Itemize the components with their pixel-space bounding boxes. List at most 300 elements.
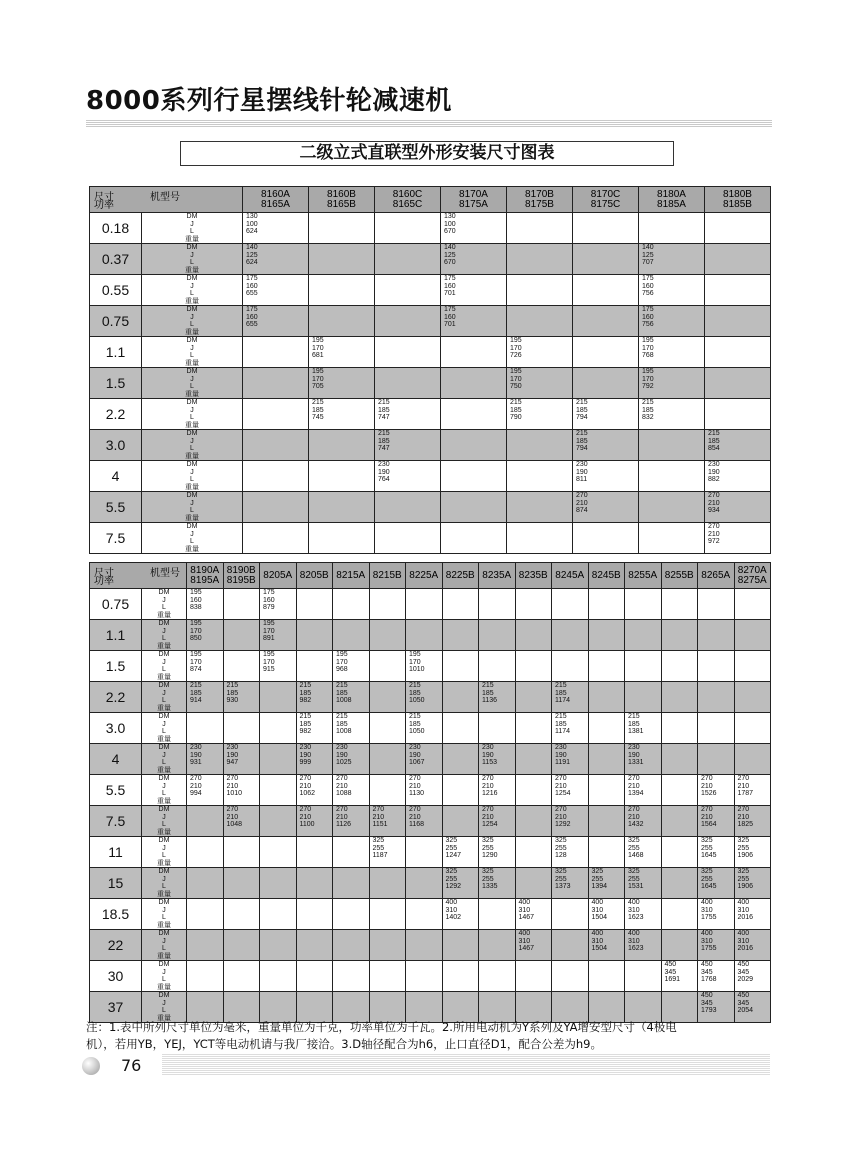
value: 1174 (555, 728, 571, 735)
value-cell (661, 868, 698, 899)
value: 2054 (737, 1007, 754, 1014)
value-cell (573, 275, 639, 306)
row-label: DM (158, 961, 170, 968)
value: 345 (701, 968, 713, 976)
value: 190 (378, 468, 390, 476)
value: 1432 (628, 821, 644, 828)
value: 400 (737, 899, 750, 906)
value: 125 (642, 251, 654, 259)
value-cell (406, 837, 443, 868)
value: 450 (701, 992, 713, 999)
value: 175 (246, 275, 258, 282)
value-cell (552, 589, 589, 620)
value: 175 (263, 589, 275, 596)
value: 175 (444, 275, 456, 282)
value-cell (309, 306, 375, 337)
row-label: L (190, 383, 194, 390)
row-label: DM (158, 651, 170, 658)
model-code: 8225B (445, 569, 475, 581)
model-code: 8270A (737, 564, 767, 576)
value: 270 (576, 492, 588, 499)
value-cell (333, 589, 370, 620)
value-cell (406, 682, 443, 713)
value-cell (375, 213, 441, 244)
value-cell (441, 213, 507, 244)
value: 310 (591, 906, 604, 914)
row-label: J (162, 813, 166, 821)
value-cell (442, 713, 479, 744)
value: 2016 (737, 945, 754, 952)
value-cell (369, 868, 406, 899)
value-cell (698, 744, 735, 775)
value-cell (309, 430, 375, 461)
value-cell (187, 713, 224, 744)
value-cell (507, 306, 573, 337)
value-cell (515, 682, 552, 713)
value: 215 (555, 682, 567, 689)
value-cell (705, 399, 771, 430)
value: 270 (708, 523, 720, 530)
row-labels-cell (142, 775, 187, 806)
model-code: 8245A (555, 569, 585, 581)
value-cell (406, 651, 443, 682)
value-cell (698, 899, 735, 930)
value: 215 (312, 399, 324, 406)
value: 210 (701, 813, 713, 821)
value: 215 (226, 682, 239, 689)
value-cell (639, 492, 705, 523)
model-code: 8160C (392, 188, 423, 200)
value: 195 (190, 651, 202, 658)
row-label: DM (158, 682, 170, 689)
value: 190 (190, 751, 202, 759)
model-header (698, 563, 735, 589)
value-cell (734, 868, 771, 899)
row-label: DM (186, 430, 198, 437)
value-cell (296, 992, 333, 1023)
value: 210 (299, 782, 312, 790)
row-label: DM (158, 868, 170, 875)
value: 140 (444, 244, 456, 251)
value: 701 (444, 290, 456, 297)
row-label: 重量 (157, 1014, 171, 1022)
model-header (333, 563, 370, 589)
value-cell (734, 992, 771, 1023)
value-cell (223, 806, 260, 837)
value: 185 (409, 720, 421, 728)
value: 160 (246, 282, 258, 290)
value: 400 (701, 930, 713, 937)
value: 210 (190, 782, 202, 790)
value-cell (243, 430, 309, 461)
value: 215 (336, 713, 348, 720)
value: 190 (299, 751, 312, 759)
value-cell (705, 213, 771, 244)
value: 185 (378, 437, 390, 445)
value: 1247 (445, 852, 462, 859)
value: 325 (555, 868, 567, 875)
value: 1254 (482, 821, 498, 828)
value-cell (333, 930, 370, 961)
row-label: J (190, 437, 194, 445)
value: 215 (299, 713, 312, 720)
model-code: 8255A (628, 569, 658, 581)
page-number: 76 (121, 1056, 142, 1075)
model-code: 8175A (459, 198, 488, 210)
row-label: L (162, 852, 166, 859)
footnote (86, 1019, 776, 1053)
row-label: L (162, 666, 166, 673)
value: 210 (628, 782, 640, 790)
row-label: J (190, 499, 194, 507)
row-label: 重量 (157, 952, 171, 960)
value-cell (260, 682, 297, 713)
value-cell (375, 244, 441, 275)
footer-bar (162, 1054, 770, 1076)
value-cell (223, 992, 260, 1023)
value-cell (573, 368, 639, 399)
value: 1467 (518, 914, 535, 921)
value: 170 (336, 658, 348, 666)
value-cell (734, 837, 771, 868)
model-header (442, 563, 479, 589)
table-subtitle: 二级立式直联型外形安装尺寸图表 (180, 141, 674, 166)
value-cell (625, 930, 662, 961)
value: 400 (591, 930, 604, 937)
value: 210 (336, 782, 348, 790)
power-cell: 7.5 (90, 523, 142, 554)
value: 270 (701, 806, 713, 813)
value: 1153 (482, 759, 498, 766)
value-cell (573, 461, 639, 492)
value: 210 (708, 530, 720, 538)
row-label: L (190, 290, 194, 297)
value-cell (661, 930, 698, 961)
row-label: J (162, 875, 166, 883)
value-cell (515, 961, 552, 992)
row-labels-cell (142, 492, 243, 523)
value-cell (309, 368, 375, 399)
value-cell (260, 961, 297, 992)
model-code: 8195B (226, 574, 256, 586)
value: 850 (190, 635, 202, 642)
value: 325 (445, 868, 458, 875)
value: 670 (444, 228, 456, 235)
model-code: 8175C (590, 198, 621, 210)
value-cell (479, 682, 516, 713)
model-header (309, 187, 375, 213)
value-cell (573, 492, 639, 523)
value-cell (333, 775, 370, 806)
value-cell (223, 961, 260, 992)
row-label: L (190, 476, 194, 483)
value-cell (442, 651, 479, 682)
value-cell (406, 899, 443, 930)
model-code: 8185B (723, 198, 752, 210)
value: 914 (190, 697, 202, 704)
value-cell (223, 651, 260, 682)
value-cell (588, 806, 625, 837)
value: 100 (246, 220, 258, 228)
value-cell (369, 806, 406, 837)
value-cell (223, 682, 260, 713)
value-cell (661, 992, 698, 1023)
value: 325 (737, 837, 750, 844)
value-cell (406, 589, 443, 620)
row-label: L (162, 790, 166, 797)
value-cell (698, 589, 735, 620)
value: 325 (372, 837, 385, 844)
value: 325 (701, 868, 713, 875)
value: 325 (591, 868, 604, 875)
value: 140 (642, 244, 654, 251)
model-code: 8160A (261, 188, 290, 200)
value: 270 (226, 806, 239, 813)
value: 255 (445, 875, 458, 883)
row-label: L (162, 604, 166, 611)
value-cell (552, 868, 589, 899)
header-row (90, 563, 771, 589)
value-cell (309, 244, 375, 275)
table-row (90, 868, 771, 899)
model-header (479, 563, 516, 589)
value: 310 (518, 906, 531, 914)
row-label: J (162, 844, 166, 852)
value: 185 (312, 406, 324, 414)
row-label: DM (186, 523, 198, 530)
model-header (507, 187, 573, 213)
value: 255 (701, 844, 713, 852)
value-cell (260, 930, 297, 961)
value: 255 (628, 875, 640, 883)
value: 310 (591, 937, 604, 945)
value: 874 (576, 507, 588, 514)
value-cell (260, 744, 297, 775)
row-label: 重量 (157, 735, 171, 743)
value: 160 (444, 313, 456, 321)
value: 190 (336, 751, 348, 759)
value: 195 (510, 368, 522, 375)
row-labels-cell (142, 275, 243, 306)
value-cell (573, 213, 639, 244)
power-cell: 2.2 (90, 399, 142, 430)
value: 982 (299, 728, 312, 735)
value: 325 (445, 837, 458, 844)
value: 255 (372, 844, 385, 852)
row-label: J (190, 220, 194, 228)
value-cell (441, 523, 507, 554)
value: 255 (737, 844, 750, 852)
value-cell (573, 244, 639, 275)
row-label: J (162, 596, 166, 604)
value: 170 (642, 375, 654, 383)
row-labels-cell (142, 651, 187, 682)
model-code: 8160B (327, 188, 356, 200)
row-labels-cell (142, 399, 243, 430)
value-cell (406, 744, 443, 775)
value: 931 (190, 759, 202, 766)
value-cell (260, 837, 297, 868)
title-rule (86, 120, 772, 128)
value: 210 (628, 813, 640, 821)
value: 170 (190, 658, 202, 666)
value-cell (479, 589, 516, 620)
value-cell (479, 868, 516, 899)
value: 270 (299, 806, 312, 813)
table-row (90, 430, 771, 461)
value: 160 (263, 596, 275, 604)
value: 160 (246, 313, 258, 321)
value-cell (507, 337, 573, 368)
row-label: 重量 (185, 483, 199, 491)
value-cell (187, 868, 224, 899)
row-label: L (190, 259, 194, 266)
row-label: L (162, 697, 166, 704)
value: 190 (708, 468, 720, 476)
value: 747 (378, 414, 390, 421)
row-labels-cell (142, 868, 187, 899)
table-row (90, 368, 771, 399)
value-cell (187, 837, 224, 868)
value-cell (441, 337, 507, 368)
value-cell (661, 837, 698, 868)
value: 230 (226, 744, 239, 751)
value-cell (734, 806, 771, 837)
row-label: 重量 (185, 421, 199, 429)
value-cell (223, 899, 260, 930)
value-cell (639, 213, 705, 244)
value: 1067 (409, 759, 425, 766)
table-row (90, 744, 771, 775)
value: 230 (628, 744, 640, 751)
value-cell (588, 961, 625, 992)
table-row (90, 244, 771, 275)
value: 195 (190, 589, 202, 596)
value-cell (333, 713, 370, 744)
value-cell (479, 837, 516, 868)
row-label: 重量 (157, 766, 171, 774)
value: 764 (378, 476, 390, 483)
value: 891 (263, 635, 275, 642)
value-cell (375, 399, 441, 430)
value: 140 (246, 244, 258, 251)
value-cell (260, 589, 297, 620)
power-cell: 1.1 (90, 337, 142, 368)
table-row (90, 899, 771, 930)
power-cell: 3.0 (90, 713, 142, 744)
value-cell (243, 306, 309, 337)
model-header (187, 563, 224, 589)
model-header (661, 563, 698, 589)
value-cell (260, 868, 297, 899)
value: 185 (510, 406, 522, 414)
value-cell (705, 275, 771, 306)
row-labels-cell (142, 682, 187, 713)
value: 1504 (591, 945, 608, 952)
model-code: 8180A (657, 188, 686, 200)
model-code: 8195A (190, 574, 220, 586)
value: 1168 (409, 821, 425, 828)
table-row (90, 523, 771, 554)
power-cell: 7.5 (90, 806, 142, 837)
value-cell (369, 713, 406, 744)
value-cell (187, 651, 224, 682)
row-label: 重量 (185, 514, 199, 522)
value-cell (333, 961, 370, 992)
value: 195 (642, 337, 654, 344)
value-cell (375, 306, 441, 337)
value: 215 (378, 430, 390, 437)
value-cell (375, 492, 441, 523)
value-cell (375, 461, 441, 492)
value-cell (639, 430, 705, 461)
value: 190 (482, 751, 494, 759)
value: 1402 (445, 914, 462, 921)
value-cell (296, 651, 333, 682)
value-cell (515, 651, 552, 682)
value-cell (734, 744, 771, 775)
value: 310 (701, 906, 713, 914)
value: 325 (555, 837, 567, 844)
value: 190 (628, 751, 640, 759)
value: 1755 (701, 914, 717, 921)
model-code: 8265A (701, 569, 731, 581)
value: 255 (555, 844, 567, 852)
value-cell (375, 368, 441, 399)
row-label: L (162, 759, 166, 766)
model-code: 8175B (525, 198, 554, 210)
value-cell (187, 806, 224, 837)
value: 310 (628, 937, 640, 945)
value-cell (296, 775, 333, 806)
value: 1787 (737, 790, 754, 797)
value-cell (573, 399, 639, 430)
value: 1531 (628, 883, 644, 890)
model-code: 8235B (518, 569, 548, 581)
value-cell (243, 461, 309, 492)
header-size-label: 尺寸 (94, 192, 114, 203)
row-label: J (162, 937, 166, 945)
value: 255 (737, 875, 750, 883)
model-code: 8255B (664, 569, 694, 581)
value-cell (442, 806, 479, 837)
value-cell (734, 651, 771, 682)
header-model-label: 机型号 (150, 568, 180, 579)
model-header (375, 187, 441, 213)
value: 1050 (409, 697, 425, 704)
value-cell (406, 961, 443, 992)
value: 1623 (628, 914, 644, 921)
row-label: 重量 (157, 828, 171, 836)
value-cell (625, 837, 662, 868)
value-cell (223, 713, 260, 744)
row-label: L (162, 945, 166, 952)
value-cell (479, 899, 516, 930)
value: 1381 (628, 728, 644, 735)
value: 190 (576, 468, 588, 476)
power-cell: 5.5 (90, 775, 142, 806)
value-cell (698, 775, 735, 806)
value-cell (187, 744, 224, 775)
value: 170 (190, 627, 202, 635)
row-label: 重量 (185, 266, 199, 274)
value: 310 (518, 937, 531, 945)
table-row (90, 713, 771, 744)
model-code: 8180B (723, 188, 752, 200)
row-label: 重量 (157, 890, 171, 898)
value: 270 (372, 806, 385, 813)
value-cell (507, 430, 573, 461)
